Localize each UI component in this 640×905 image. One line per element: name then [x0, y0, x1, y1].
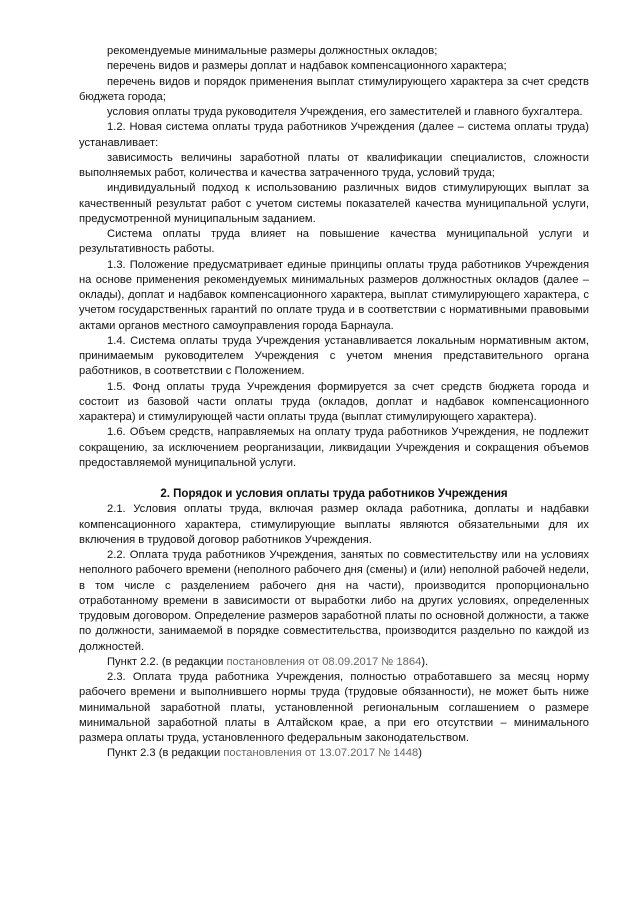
amendment-link[interactable]: постановления от 08.09.2017 № 1864: [226, 655, 422, 668]
paragraph-list-item: индивидуальный подход к использованию различных видов стимулирующих выплат за качественный результат работ с учетом системы показателей качества муниципальной услуги, предусмотренной муниципальным заданием.: [79, 182, 589, 225]
paragraph-1-4: 1.4. Система оплаты труда Учреждения устанавливается локальным нормативным актом, принимаемым руководителем Учреждения с учетом мнения представительного органа работников, в соответствии с Положением.: [79, 334, 589, 378]
amendment-prefix: Пункт 2.3 (в редакции: [107, 747, 224, 760]
section-heading: 2. Порядок и условия оплаты труда работников Учреждения: [160, 488, 508, 500]
amendment-suffix: ): [418, 747, 422, 760]
paragraph: Система оплаты труда влияет на повышение качества муниципальной услуги и результативность работы.: [79, 228, 589, 256]
document-page: [79, 44, 589, 762]
paragraph-1-2: 1.2. Новая система оплаты труда работников Учреждения (далее – система оплаты труда) устанавливает:: [79, 121, 589, 149]
amendment-note-2-3: [79, 746, 589, 761]
amendment-prefix: Пункт 2.2. (в редакции: [107, 655, 227, 668]
amendment-suffix: ).: [421, 655, 429, 668]
paragraph-2-1: 2.1. Условия оплаты труда, включая размер оклада работника, доплаты и надбавки компенсационного характера, стимулирующие выплаты являются обязательными для их включения в трудовой договор работников Учреждения.: [79, 503, 589, 546]
paragraph-list-item: перечень видов и порядок применения выплат стимулирующего характера за счет средств бюджета города;: [79, 75, 589, 103]
paragraph-list-item: зависимость величины заработной платы от квалификации специалистов, сложности выполняемых работ, количества и качества затраченного труда, условий труда;: [79, 151, 589, 179]
paragraph-1-5: 1.5. Фонд оплаты труда Учреждения формируется за счет средств бюджета города и состоит из базовой части оплаты труда (окладов, доплат и надбавок компенсационного характера) и стимулирующей части оплаты труда (выплат стимулирующего характера).: [79, 380, 589, 423]
paragraph-2-2: 2.2. Оплата труда работников Учреждения, занятых по совместительству или на условиях неполного рабочего времени (неполного рабочего дня (смены) и (или) неполной рабочей недели, в том числе с разделением рабочего дня на части), производится пропорционально отработанному времени в зависимости от выработки либо на других условиях, определенных трудовым договором. Определение размеров заработной платы по основной должности, а также по должности, занимаемой в порядке совместительства, производится раздельно по каждой из должностей.: [79, 549, 589, 653]
amendment-link[interactable]: постановления от 13.07.2017 № 1448: [223, 747, 419, 760]
paragraph-2-3: 2.3. Оплата труда работника Учреждения, полностью отработавшего за месяц норму рабочего времени и выполнившего нормы труда (трудовые обязанности), не может быть ниже минимальной заработной платы, установленной региональным соглашением о размере минимальной заработной платы в Алтайском крае, а при его отсутствии – минимального размера оплаты труда, установленного федеральным законодательством.: [79, 671, 589, 744]
paragraph-1-3: 1.3. Положение предусматривает единые принципы оплаты труда работников Учреждения на основе применения рекомендуемых минимальных размеров должностных окладов (далее – оклады), доплат и надбавок компенсационного характера, выплат стимулирующего характера, с учетом государственных гарантий по оплате труда и в соответствии с нормативными правовыми актами органов местного самоуправления города Барнаула.: [79, 258, 589, 332]
paragraph-list-item: условия оплаты труда руководителя Учреждения, его заместителей и главного бухгалтера.: [107, 106, 583, 118]
amendment-note-2-2: [79, 655, 589, 670]
paragraph-list-item: рекомендуемые минимальные размеры должностных окладов;: [107, 45, 438, 57]
paragraph-1-6: 1.6. Объем средств, направляемых на оплату труда работников Учреждения, не подлежит сокращению, за исключением реорганизации, ликвидации Учреждения и сокращения объемов предоставляемой муниципальной услуги.: [79, 426, 589, 469]
paragraph-list-item: перечень видов и размеры доплат и надбавок компенсационного характера;: [107, 60, 507, 73]
